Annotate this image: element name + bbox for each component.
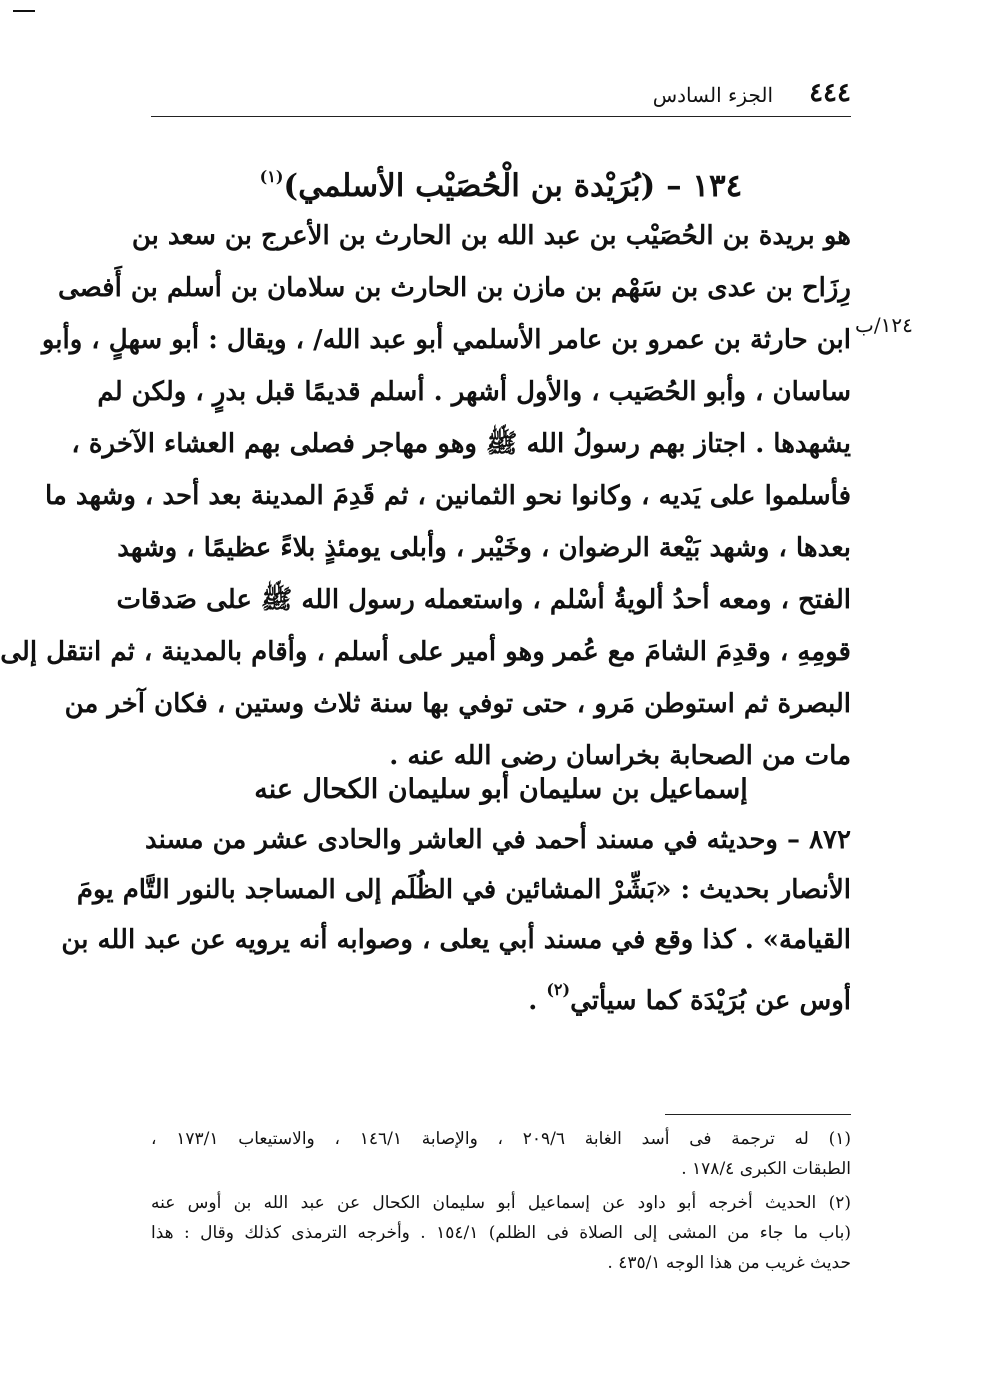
narrator-line: القيامة» . كذا وقع في مسند أبي يعلى ، وصوابه أنه يرويه عن عبد الله بن	[61, 925, 851, 955]
narrator-line: ٨٧٢ – وحديثه في مسند أحمد في العاشر والحادى عشر من مسند	[144, 825, 851, 855]
body-line: البصرة ثم استوطن مَرو ، حتى توفي بها سنة ثلاث وستين ، فكان آخر من	[64, 689, 851, 719]
body-line: بعدها ، وشهد بَيْعة الرضوان ، وخَيْبر ، وأبلى يومئذٍ بلاءً عظيمًا ، وشهد	[117, 533, 851, 563]
footnote-line: الطبقات الكبرى ١٧٨/٤ .	[681, 1159, 851, 1179]
corner-mark	[13, 10, 35, 12]
running-header	[151, 78, 851, 112]
body-line: ساسان ، وأبو الحُصَيب ، والأول أشهر . أسلم قديمًا قبل بدرٍ ، ولكن لم	[97, 377, 851, 407]
narrator-line: الأنصار بحديث : «بَشِّرْ المشائين في الظُلَم إلى المساجد بالنور التَّام يومَ	[76, 875, 851, 905]
footnote-ref-1: (١)	[259, 167, 284, 186]
footnote-line: حديث غريب من هذا الوجه ٤٣٥/١ .	[607, 1253, 851, 1273]
narrator-line-text: أوس عن بُرَيْدَة كما سيأتي	[570, 986, 851, 1016]
footnote-line: (٢) الحديث أخرجه أبو داود عن إسماعيل أبو سليمان الكحال عن عبد الله بن أوس عنه	[151, 1193, 851, 1213]
body-line: مات من الصحابة بخراسان رضى الله عنه .	[389, 741, 851, 771]
page-number: ٤٤٤	[809, 78, 851, 108]
margin-note: ١٢٤/ب	[855, 313, 913, 337]
body-line: رِزَاح بن عدى بن سَهْم بن مازن بن الحارث بن سلامان بن أسلم بن أَفصى	[57, 273, 851, 303]
footnote-line: (باب ما جاء من المشى إلى الصلاة فى الظلم) ١٥٤/١ . وأخرجه الترمذى كذلك وقال : هذا	[151, 1223, 851, 1243]
narrator-line-last	[151, 970, 851, 1016]
footnote-rule	[665, 1114, 851, 1115]
entry-heading-text: ١٣٤ – (بُرَيْدة بن الْحُصَيْب الأسلمي)	[283, 168, 743, 204]
body-line: ابن حارثة بن عمرو بن عامر الأسلمي أبو عبد الله/ ، ويقال : أبو سهلٍ ، وأبو	[41, 325, 851, 355]
body-line: قومِهِ ، وقدِمَ الشامَ مع عُمر وهو أمير على أسلم ، وأقام بالمدينة ، ثم انتقل إلى	[0, 637, 851, 667]
body-line: هو بريدة بن الحُصَيْب بن عبد الله بن الحارث بن الأعرج بن سعد بن	[131, 221, 851, 251]
header-rule	[151, 116, 851, 117]
header-title: الجزء السادس	[652, 83, 773, 107]
entry-heading	[151, 155, 851, 208]
narrator-heading: إسماعيل بن سليمان أبو سليمان الكحال عنه	[254, 774, 748, 805]
body-line: يشهدها . اجتاز بهم رسولُ الله ﷺ وهو مهاجر فصلى بهم العشاء الآخرة ،	[71, 429, 851, 459]
footnote-ref-2: (٢)	[546, 980, 571, 999]
footnote-line: (١) له ترجمة فى أسد الغابة ٢٠٩/٦ ، والإصابة ١٤٦/١ ، والاستيعاب ١٧٣/١ ،	[151, 1129, 852, 1149]
body-line: الفتح ، ومعه أحدُ ألويةُ أسْلم ، واستعمله رسول الله ﷺ على صَدقات	[116, 585, 851, 615]
narrator-line-end: .	[528, 986, 547, 1016]
body-line: فأسلموا على يَديه ، وكانوا نحو الثمانين ، ثم قَدِمَ المدينة بعد أحد ، وشهد ما	[45, 481, 851, 511]
